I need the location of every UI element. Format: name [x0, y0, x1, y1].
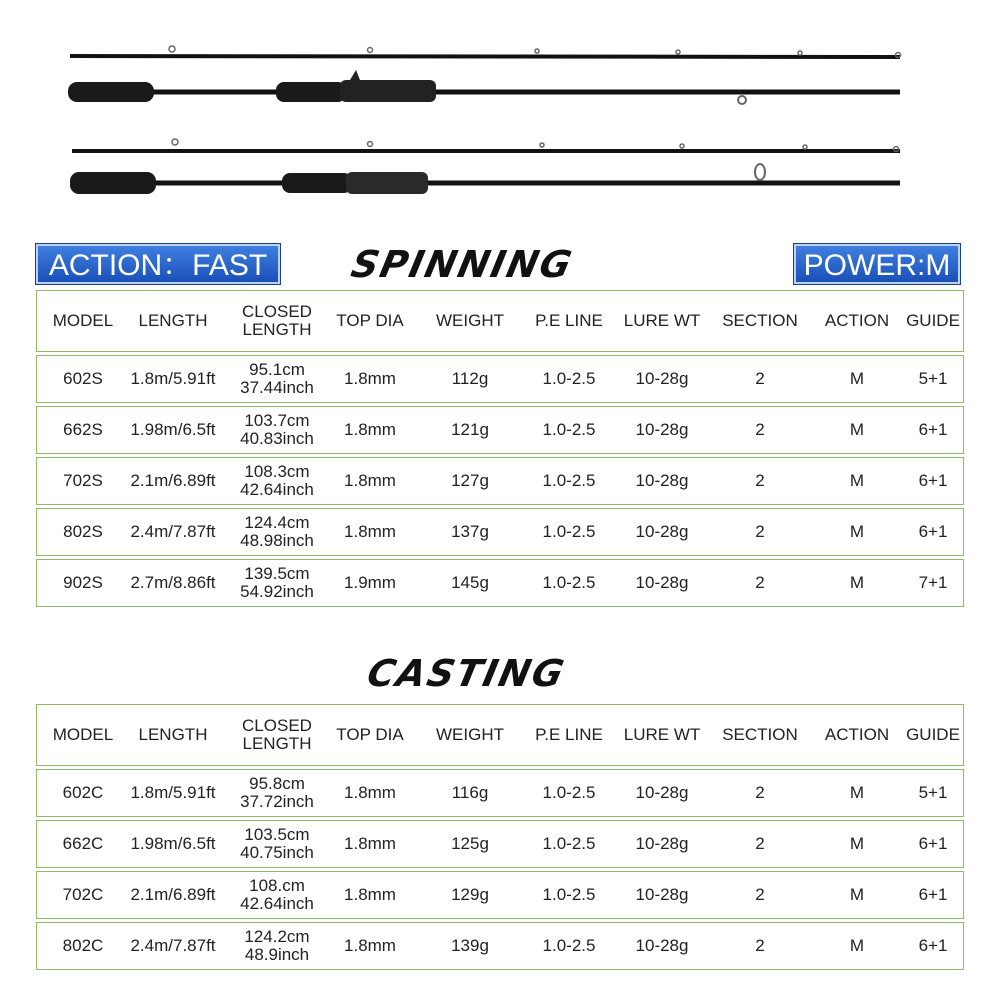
cell-8: M [849, 885, 865, 904]
cell-0: 902S [63, 573, 103, 592]
header-cell-6: LURE WT [623, 311, 701, 330]
cell-3: 1.8mm [344, 369, 396, 388]
cell-2 [233, 923, 321, 969]
cell-4: 125g [451, 834, 489, 853]
cell-3: 1.8mm [344, 522, 396, 541]
cell-1: 2.1m/6.89ft [130, 471, 216, 490]
cell-7: 2 [755, 522, 765, 541]
cell-7: 2 [755, 834, 765, 853]
cell-2 [233, 356, 321, 402]
rod-tip-section-1 [70, 46, 901, 58]
cell-9: 6+1 [918, 885, 948, 904]
cell-7: 2 [755, 783, 765, 802]
spinning-title: SPINNING [347, 243, 578, 286]
cell-0: 662S [63, 420, 103, 439]
cell-5: 1.0-2.5 [542, 573, 596, 592]
cell-line-0: 103.5cm [244, 825, 310, 844]
cell-8: M [849, 834, 865, 853]
cell-8: M [849, 522, 865, 541]
cell-1: 1.8m/5.91ft [130, 369, 216, 388]
cell-5: 1.0-2.5 [542, 420, 596, 439]
cell-4: 129g [451, 885, 489, 904]
cell-5: 1.0-2.5 [542, 522, 596, 541]
cell-7: 2 [755, 573, 765, 592]
cell-3: 1.8mm [344, 834, 396, 853]
header-cell-7: SECTION [722, 725, 798, 744]
cell-7: 2 [755, 936, 765, 955]
cell-line-1: 40.75inch [240, 843, 314, 862]
cell-line-0: 103.7cm [244, 411, 310, 430]
cell-9: 6+1 [918, 522, 948, 541]
cell-1: 2.7m/8.86ft [130, 573, 216, 592]
header-cell-5: P.E LINE [535, 725, 603, 744]
cell-line-0: CLOSED [242, 716, 312, 735]
cell-3: 1.8mm [344, 420, 396, 439]
cell-0: 702C [62, 885, 104, 904]
header-cell-9: GUIDE [906, 311, 960, 330]
rod-butt-section-2 [70, 164, 900, 194]
cell-5: 1.0-2.5 [542, 471, 596, 490]
cell-line-0: 139.5cm [244, 564, 310, 583]
cell-6: 10-28g [635, 369, 689, 388]
cell-line-1: 37.44inch [240, 378, 314, 397]
cell-9: 7+1 [918, 573, 948, 592]
header-cell-0: MODEL [52, 725, 114, 744]
cell-line-1: 40.83inch [240, 429, 314, 448]
action-tag: ACTION：FAST [36, 244, 280, 284]
spinning-spec-table [36, 290, 964, 610]
rod-butt-section-1 [68, 70, 900, 104]
cell-8: M [849, 573, 865, 592]
cell-4: 127g [451, 471, 489, 490]
cell-4: 116g [451, 783, 489, 802]
cell-1: 1.98m/6.5ft [130, 834, 216, 853]
cell-3: 1.8mm [344, 471, 396, 490]
cell-0: 662C [62, 834, 104, 853]
cell-line-1: LENGTH [242, 734, 312, 753]
cell-9: 6+1 [918, 471, 948, 490]
header-cell-3: TOP DIA [336, 725, 404, 744]
header-cell-6: LURE WT [623, 725, 701, 744]
cell-9: 6+1 [918, 834, 948, 853]
cell-line-1: LENGTH [242, 320, 312, 339]
cell-0: 802C [62, 936, 104, 955]
cell-3: 1.8mm [344, 783, 396, 802]
cell-1: 2.4m/7.87ft [130, 936, 216, 955]
cell-8: M [849, 420, 865, 439]
cell-9: 6+1 [918, 420, 948, 439]
table-row [36, 559, 964, 607]
cell-0: 702S [63, 471, 103, 490]
rod-tip-section-2 [72, 139, 900, 152]
table-row [36, 922, 964, 970]
header-cell-1: LENGTH [138, 311, 208, 330]
cell-5: 1.0-2.5 [542, 885, 596, 904]
cell-9: 5+1 [918, 369, 948, 388]
cell-line-1: 37.72inch [240, 792, 314, 811]
cell-7: 2 [755, 471, 765, 490]
header-cell-8: ACTION [824, 725, 890, 744]
cell-2 [233, 509, 321, 555]
cell-2 [233, 560, 321, 606]
cell-6: 10-28g [635, 573, 689, 592]
cell-3: 1.8mm [344, 885, 396, 904]
cell-6: 10-28g [635, 783, 689, 802]
cell-0: 602S [63, 369, 103, 388]
cell-line-0: 108.3cm [244, 462, 310, 481]
cell-6: 10-28g [635, 471, 689, 490]
cell-7: 2 [755, 369, 765, 388]
header-cell-0: MODEL [52, 311, 114, 330]
cell-4: 139g [451, 936, 489, 955]
cell-4: 112g [451, 369, 489, 388]
table-header-row [36, 704, 964, 766]
cell-1: 2.1m/6.89ft [130, 885, 216, 904]
header-cell-1: LENGTH [138, 725, 208, 744]
table-row [36, 871, 964, 919]
cell-4: 137g [451, 522, 489, 541]
table-row [36, 820, 964, 868]
cell-6: 10-28g [635, 522, 689, 541]
cell-5: 1.0-2.5 [542, 783, 596, 802]
header-cell-2 [233, 705, 321, 765]
cell-5: 1.0-2.5 [542, 369, 596, 388]
cell-line-0: 108.cm [249, 876, 305, 895]
cell-2 [233, 770, 321, 816]
cell-5: 1.0-2.5 [542, 936, 596, 955]
cell-line-0: 124.2cm [244, 927, 310, 946]
table-row [36, 355, 964, 403]
cell-6: 10-28g [635, 420, 689, 439]
cell-line-0: 95.8cm [249, 774, 305, 793]
table-header-row [36, 290, 964, 352]
table-row [36, 508, 964, 556]
cell-line-0: 124.4cm [244, 513, 310, 532]
header-cell-3: TOP DIA [336, 311, 404, 330]
casting-spec-table [36, 704, 964, 973]
fishing-rods-image [0, 0, 1000, 230]
header-cell-2 [233, 291, 321, 351]
cell-8: M [849, 783, 865, 802]
cell-1: 1.98m/6.5ft [130, 420, 216, 439]
cell-3: 1.8mm [344, 936, 396, 955]
cell-3: 1.9mm [344, 573, 396, 592]
cell-line-0: 95.1cm [249, 360, 305, 379]
cell-5: 1.0-2.5 [542, 834, 596, 853]
cell-line-1: 42.64inch [240, 480, 314, 499]
cell-6: 10-28g [635, 834, 689, 853]
table-row [36, 457, 964, 505]
cell-line-1: 54.92inch [240, 582, 314, 601]
header-cell-7: SECTION [722, 311, 798, 330]
table-row [36, 769, 964, 817]
cell-9: 6+1 [918, 936, 948, 955]
header-cell-8: ACTION [824, 311, 890, 330]
cell-line-1: 48.98inch [240, 531, 314, 550]
cell-7: 2 [755, 420, 765, 439]
cell-2 [233, 407, 321, 453]
cell-line-1: 48.9inch [244, 945, 310, 964]
cell-8: M [849, 369, 865, 388]
cell-4: 145g [451, 573, 489, 592]
cell-8: M [849, 471, 865, 490]
cell-8: M [849, 936, 865, 955]
cell-6: 10-28g [635, 885, 689, 904]
cell-9: 5+1 [918, 783, 948, 802]
header-cell-4: WEIGHT [436, 311, 504, 330]
cell-4: 121g [451, 420, 489, 439]
cell-line-1: 42.64inch [240, 894, 314, 913]
header-cell-4: WEIGHT [436, 725, 504, 744]
cell-2 [233, 458, 321, 504]
cell-2 [233, 821, 321, 867]
header-cell-5: P.E LINE [535, 311, 603, 330]
cell-2 [233, 872, 321, 918]
casting-title: CASTING [363, 652, 570, 695]
cell-7: 2 [755, 885, 765, 904]
cell-0: 802S [63, 522, 103, 541]
cell-0: 602C [62, 783, 104, 802]
cell-6: 10-28g [635, 936, 689, 955]
table-row [36, 406, 964, 454]
power-tag: POWER:M [794, 244, 960, 284]
header-cell-9: GUIDE [906, 725, 960, 744]
cell-1: 2.4m/7.87ft [130, 522, 216, 541]
cell-line-0: CLOSED [242, 302, 312, 321]
cell-1: 1.8m/5.91ft [130, 783, 216, 802]
